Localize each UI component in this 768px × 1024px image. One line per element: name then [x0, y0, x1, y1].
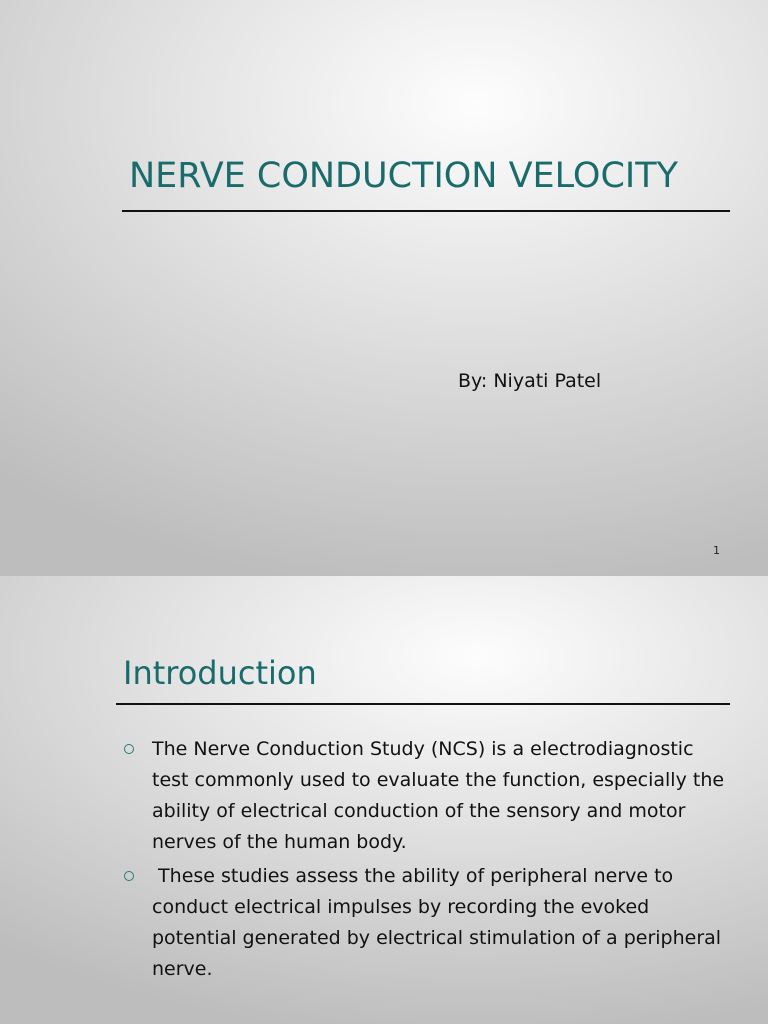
bullet-item — [122, 861, 732, 985]
slide-title: NERVE CONDUCTION VELOCITY — [129, 156, 678, 196]
bullet-text: The Nerve Conduction Study (NCS) is a electrodiagnostic test commonly used to evaluate the function, especially the ability of electrical conduction of the sensory and motor nerves of the human body. — [152, 738, 725, 853]
title-divider — [122, 210, 730, 212]
circle-bullet-icon — [124, 744, 134, 754]
title-divider — [116, 703, 730, 705]
circle-bullet-icon — [124, 871, 134, 881]
bullet-list — [122, 734, 732, 985]
page-number: 1 — [713, 544, 720, 557]
author-byline: By: Niyati Patel — [458, 370, 602, 392]
bullet-text: These studies assess the ability of peripheral nerve to conduct electrical impulses by recording the evoked potential generated by electrical stimulation of a peripheral nerve. — [152, 865, 728, 980]
slide-2 — [0, 576, 768, 1024]
section-title: Introduction — [123, 654, 317, 692]
bullet-item — [122, 734, 732, 858]
